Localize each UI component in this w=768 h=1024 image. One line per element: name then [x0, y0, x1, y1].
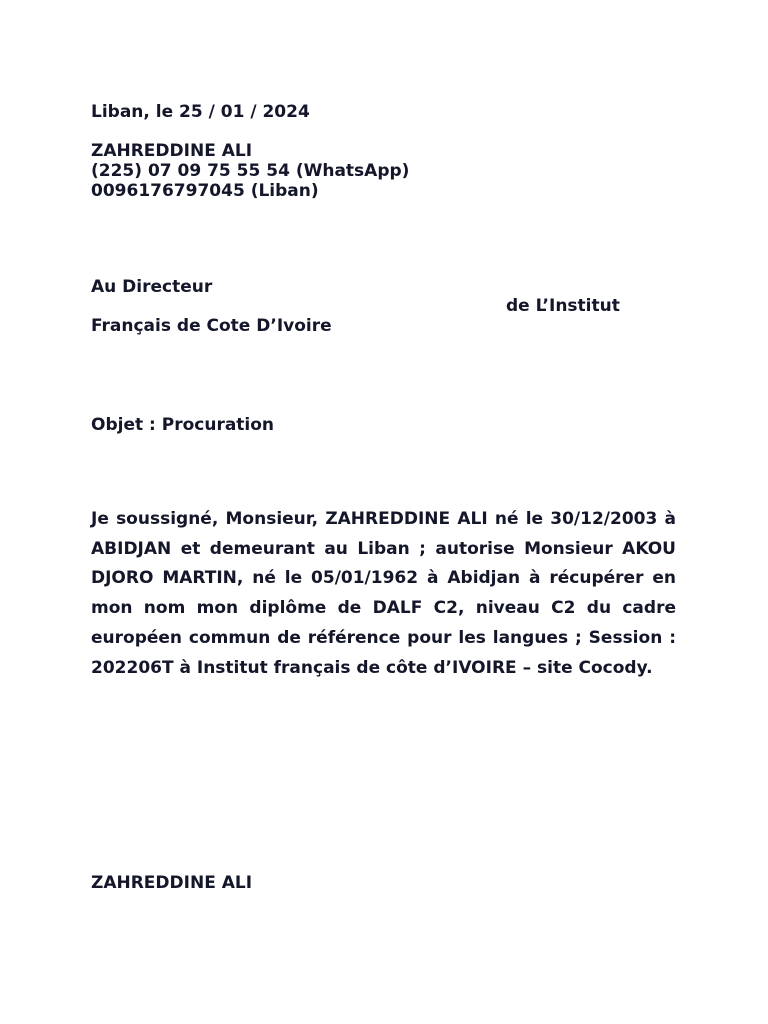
place-date: Liban, le 25 / 01 / 2024 — [91, 102, 310, 122]
signature: ZAHREDDINE ALI — [91, 873, 253, 893]
sender-phone-liban: 0096176797045 (Liban) — [91, 181, 319, 201]
sender-name: ZAHREDDINE ALI — [91, 141, 253, 161]
sender-phone-whatsapp: (225) 07 09 75 55 54 (WhatsApp) — [91, 161, 410, 181]
letter-body: Je soussigné, Monsieur, ZAHREDDINE ALI né le 30/12/2003 à ABIDJAN et demeurant au Liban ; autorise Monsieur AKOU DJORO MARTIN, né le 05/01/1962 à Abidjan à récupérer en mon nom mon diplôme de DALF C2, niveau C2 du cadre européen commun de référence pour les langues ; Session : 202206T à Institut français de côte d’IVOIRE – site Cocody. — [91, 509, 676, 678]
recipient-line-3: Français de Cote D’Ivoire — [91, 316, 332, 336]
recipient-line-2: de L’Institut — [506, 296, 620, 316]
subject-line: Objet : Procuration — [91, 415, 275, 435]
recipient-line-1: Au Directeur — [91, 277, 213, 297]
